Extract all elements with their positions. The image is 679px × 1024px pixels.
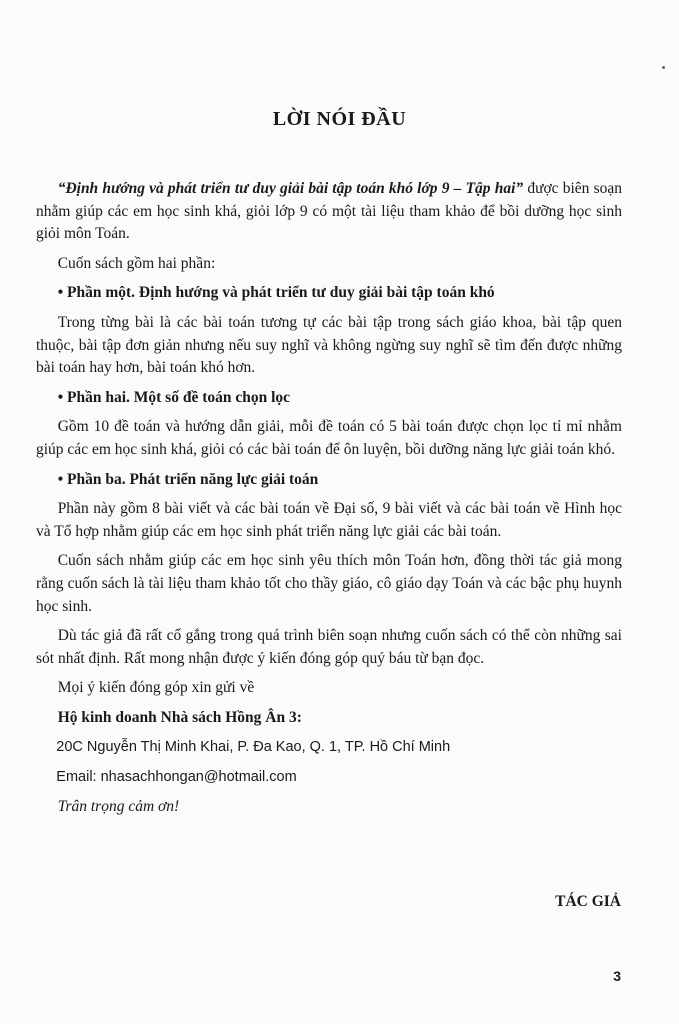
part-three-body: Phần này gồm 8 bài viết và các bài toán về Đại số, 9 bài viết và các bài toán về Hình học và Tổ hợp nhằm giúp các em học sinh phát triển năng lực giải các bài toán. [36,500,622,540]
book-title: “Định hướng và phát triển tư duy giải bài tập toán khó lớp 9 – Tập hai” [57,180,524,197]
part-two-heading: • Phần hai. Một số đề toán chọn lọc [57,388,291,406]
author-signature: TÁC GIẢ [555,893,621,910]
preface-body [36,178,622,825]
contact-address: 20C Nguyễn Thị Minh Khai, P. Đa Kao, Q. 1, TP. Hồ Chí Minh [56,739,451,756]
closing-paragraph-1: Cuốn sách nhằm giúp các em học sinh yêu thích môn Toán hơn, đồng thời tác giả mong rằng cuốn sách là tài liệu tham khảo tốt cho thầy giáo, cô giáo dạy Toán và các bậc phụ huynh học sinh. [36,552,622,615]
part-one-heading: • Phần một. Định hướng và phát triển tư duy giải bài tập toán khó [57,284,495,302]
intro-paragraph [36,178,622,246]
part-three-heading: • Phần ba. Phát triển năng lực giải toán [57,470,319,488]
page-number: 3 [613,968,621,984]
thanks-line: Trân trọng cảm ơn! [57,797,180,815]
part-two-body: Gồm 10 đề toán và hướng dẫn giải, mỗi đề toán có 5 bài toán được chọn lọc tỉ mỉ nhằm giúp các em học sinh khá, giỏi có các bài toán để ôn luyện, bồi dưỡng năng lực giải toán khó. [36,418,622,458]
contact-name: Hộ kinh doanh Nhà sách Hồng Ân 3: [57,708,302,726]
part-one-body: Trong từng bài là các bài toán tương tự các bài tập trong sách giáo khoa, bài tập quen thuộc, bài tập đơn giản nhưng nếu suy nghĩ và không ngừng suy nghĩ sẽ tìm đến được những bài toán hay hơn, bài toán khó hơn. [36,313,622,377]
contact-lead: Mọi ý kiến đóng góp xin gửi về [57,679,255,697]
structure-intro: Cuốn sách gồm hai phần: [57,254,216,272]
intro-text: được biên soạn nhằm giúp các em học sinh khá, giỏi lớp 9 có một tài liệu tham khảo để bồi dưỡng học sinh giỏi môn Toán. [36,180,623,243]
page-title: LỜI NÓI ĐẦU [272,108,407,130]
closing-paragraph-2: Dù tác giả đã rất cố gắng trong quá trình biên soạn nhưng cuốn sách có thể còn những sai sót nhất định. Rất mong nhận được ý kiến đóng góp quý báu từ bạn đọc. [36,627,622,667]
contact-email: Email: nhasachhongan@hotmail.com [56,769,297,786]
page-speck [662,66,665,69]
